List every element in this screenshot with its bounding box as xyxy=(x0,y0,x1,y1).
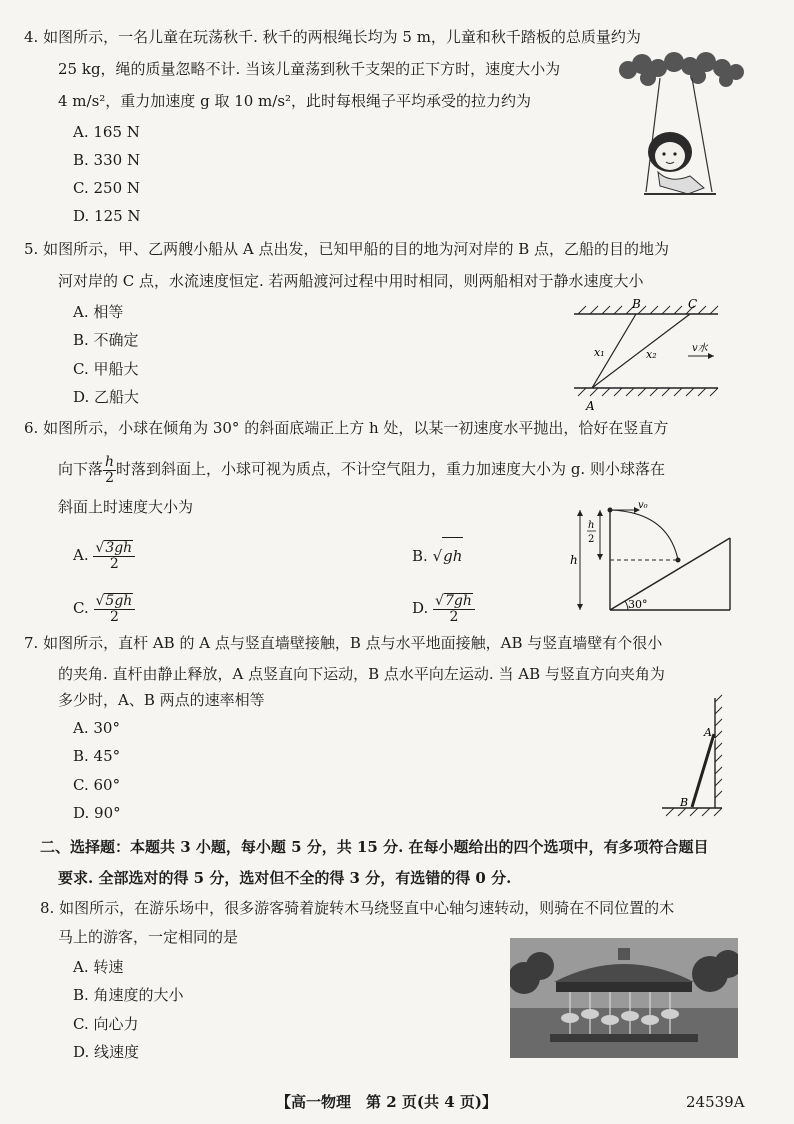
q4-line3: 4 m/s²，重力加速度 g 取 10 m/s²，此时每根绳子平均承受的拉力约为 xyxy=(58,92,532,110)
q6-option-c xyxy=(73,590,135,626)
q6-option-d-fraction: $\frac{√7gh}{2}$ xyxy=(433,593,475,625)
v0-label: v₀ xyxy=(638,500,648,511)
q6-frac-num: h xyxy=(105,453,115,470)
carousel-base xyxy=(550,1034,698,1042)
q5-option-b: B. 不确定 xyxy=(73,331,139,349)
q6-option-a-label: A. xyxy=(73,546,89,564)
projectile-figure xyxy=(560,498,740,618)
q8-option-a: A. 转速 xyxy=(73,958,124,976)
h-half-arrow-bottom xyxy=(597,554,603,560)
q6-option-b: B. √gh xyxy=(412,537,463,573)
trajectory xyxy=(610,510,678,560)
q7-option-b: B. 45° xyxy=(73,747,121,765)
q5-option-d: D. 乙船大 xyxy=(73,388,140,406)
point-b-label: B xyxy=(632,297,641,311)
path-x2 xyxy=(592,314,690,388)
q5-line2: 河对岸的 C 点，水流速度恒定. 若两船渡河过程中用时相同，则两船相对于静水速度大小 xyxy=(58,272,644,290)
q6-option-b-label: B. xyxy=(412,547,428,565)
q6-option-a-den: 2 xyxy=(109,556,119,572)
q4-line1: 4. 如图所示，一名儿童在玩荡秋千. 秋千的两根绳长均为 5 m，儿童和秋千踏板的总质量约为 xyxy=(24,28,641,46)
bottom-bank-hatch xyxy=(578,388,718,396)
q4-option-c: C. 250 N xyxy=(73,179,141,197)
current-arrowhead xyxy=(708,353,714,359)
h-label: h xyxy=(570,553,578,567)
section2-line1: 二、选择题：本题共 3 小题，每小题 5 分，共 15 分. 在每小题给出的四个选项中，有多项符合题目 xyxy=(40,838,709,856)
q6-option-c-label: C. xyxy=(73,599,89,617)
q7-option-d: D. 90° xyxy=(73,804,121,822)
q7-option-a: A. 30° xyxy=(73,719,120,737)
h-half-den: 2 xyxy=(588,534,595,545)
child-figure xyxy=(648,132,704,194)
angle-label: 30° xyxy=(628,598,648,611)
rod-point-a: A xyxy=(704,726,712,739)
q6-option-d-radicand: 7gh xyxy=(444,593,472,609)
q4-line2: 25 kg，绳的质量忽略不计. 当该儿童荡到秋千支架的正下方时，速度大小为 xyxy=(58,60,561,78)
x2-label: x₂ xyxy=(646,348,657,361)
h-arrow-top xyxy=(577,510,583,516)
q8-line1: 8. 如图所示，在游乐场中，很多游客骑着旋转木马绕竖直中心轴匀速转动，则骑在不同位置的木 xyxy=(40,899,675,917)
rod-point-b: B xyxy=(680,796,689,809)
q8-line2: 马上的游客，一定相同的是 xyxy=(58,928,239,946)
q6-option-c-den: 2 xyxy=(109,609,119,625)
q8-option-b: B. 角速度的大小 xyxy=(73,986,184,1004)
point-c-label: C xyxy=(688,297,698,311)
q6-option-a-fraction: $\frac{√3gh}{2}$ xyxy=(93,540,135,572)
q4-option-d: D. 125 N xyxy=(73,207,141,225)
river-figure xyxy=(566,296,726,416)
q6-option-c-radicand: 5gh xyxy=(105,593,133,609)
h-half-arrow-top xyxy=(597,510,603,516)
swing-figure xyxy=(608,52,758,222)
q5-option-c: C. 甲船大 xyxy=(73,360,139,378)
q4-option-b: B. 330 N xyxy=(73,151,141,169)
q6-line1: 6. 如图所示，小球在倾角为 30° 的斜面底端正上方 h 处，以某一初速度水平抛出，恰好在竖直方 xyxy=(24,419,669,437)
q6-line2-pre: 向下落 xyxy=(58,460,104,478)
section2-line2: 要求. 全部选对的得 5 分，选对但不全的得 3 分，有选错的得 0 分. xyxy=(58,869,512,887)
exam-code: 24539A xyxy=(686,1093,745,1111)
q6-option-c-fraction: $\frac{√5gh}{2}$ xyxy=(94,593,136,625)
h-arrow-bottom xyxy=(577,604,583,610)
q6-option-a xyxy=(73,537,135,573)
wall-hatch xyxy=(715,695,722,798)
tree-foliage xyxy=(619,52,744,87)
q8-option-d: D. 线速度 xyxy=(73,1043,140,1061)
q4-option-a: A. 165 N xyxy=(73,123,140,141)
q6-option-d xyxy=(412,590,475,626)
q7-option-c: C. 60° xyxy=(73,776,121,794)
q6-line2-post: 时落到斜面上，小球可视为质点，不计空气阻力，重力加速度大小为 g. 则小球落在 xyxy=(116,460,665,478)
current-label: v水 xyxy=(692,343,708,354)
rod-highlight xyxy=(695,738,715,807)
rod-figure xyxy=(660,690,740,820)
q8-option-c: C. 向心力 xyxy=(73,1015,139,1033)
q6-option-b-radicand: gh xyxy=(442,537,463,574)
q7-line1: 7. 如图所示，直杆 AB 的 A 点与竖直墙壁接触，B 点与水平地面接触，AB 与竖直墙壁有个很小 xyxy=(24,634,663,652)
h-half-num: h xyxy=(588,520,595,531)
q6-option-d-label: D. xyxy=(412,599,429,617)
carousel-photo xyxy=(510,938,738,1058)
carousel-band xyxy=(556,982,692,992)
q6-frac-den: 2 xyxy=(105,469,114,486)
q7-line2: 的夹角. 直杆由静止释放，A 点竖直向下运动，B 点水平向左运动. 当 AB 与竖直方向夹角为 xyxy=(58,665,665,683)
q6-line2 xyxy=(58,452,665,486)
q6-h-half-fraction xyxy=(103,455,116,486)
q7-line3: 多少时，A、B 两点的速率相等 xyxy=(58,691,265,709)
carousel-top xyxy=(618,948,630,960)
q6-option-d-den: 2 xyxy=(449,609,459,625)
point-a-label: A xyxy=(586,399,595,413)
q5-line1: 5. 如图所示，甲、乙两艘小船从 A 点出发，已知甲船的目的地为河对岸的 B 点，乙船的目的地为 xyxy=(24,240,670,258)
q6-option-a-radicand: 3gh xyxy=(105,540,133,556)
ground-hatch xyxy=(666,808,722,816)
page-footer: 【高一物理 第 2 页(共 4 页)】 xyxy=(276,1093,497,1111)
rod-ab xyxy=(692,734,714,807)
q6-line3: 斜面上时速度大小为 xyxy=(58,498,194,516)
x1-label: x₁ xyxy=(594,346,605,359)
q5-option-a: A. 相等 xyxy=(73,303,124,321)
